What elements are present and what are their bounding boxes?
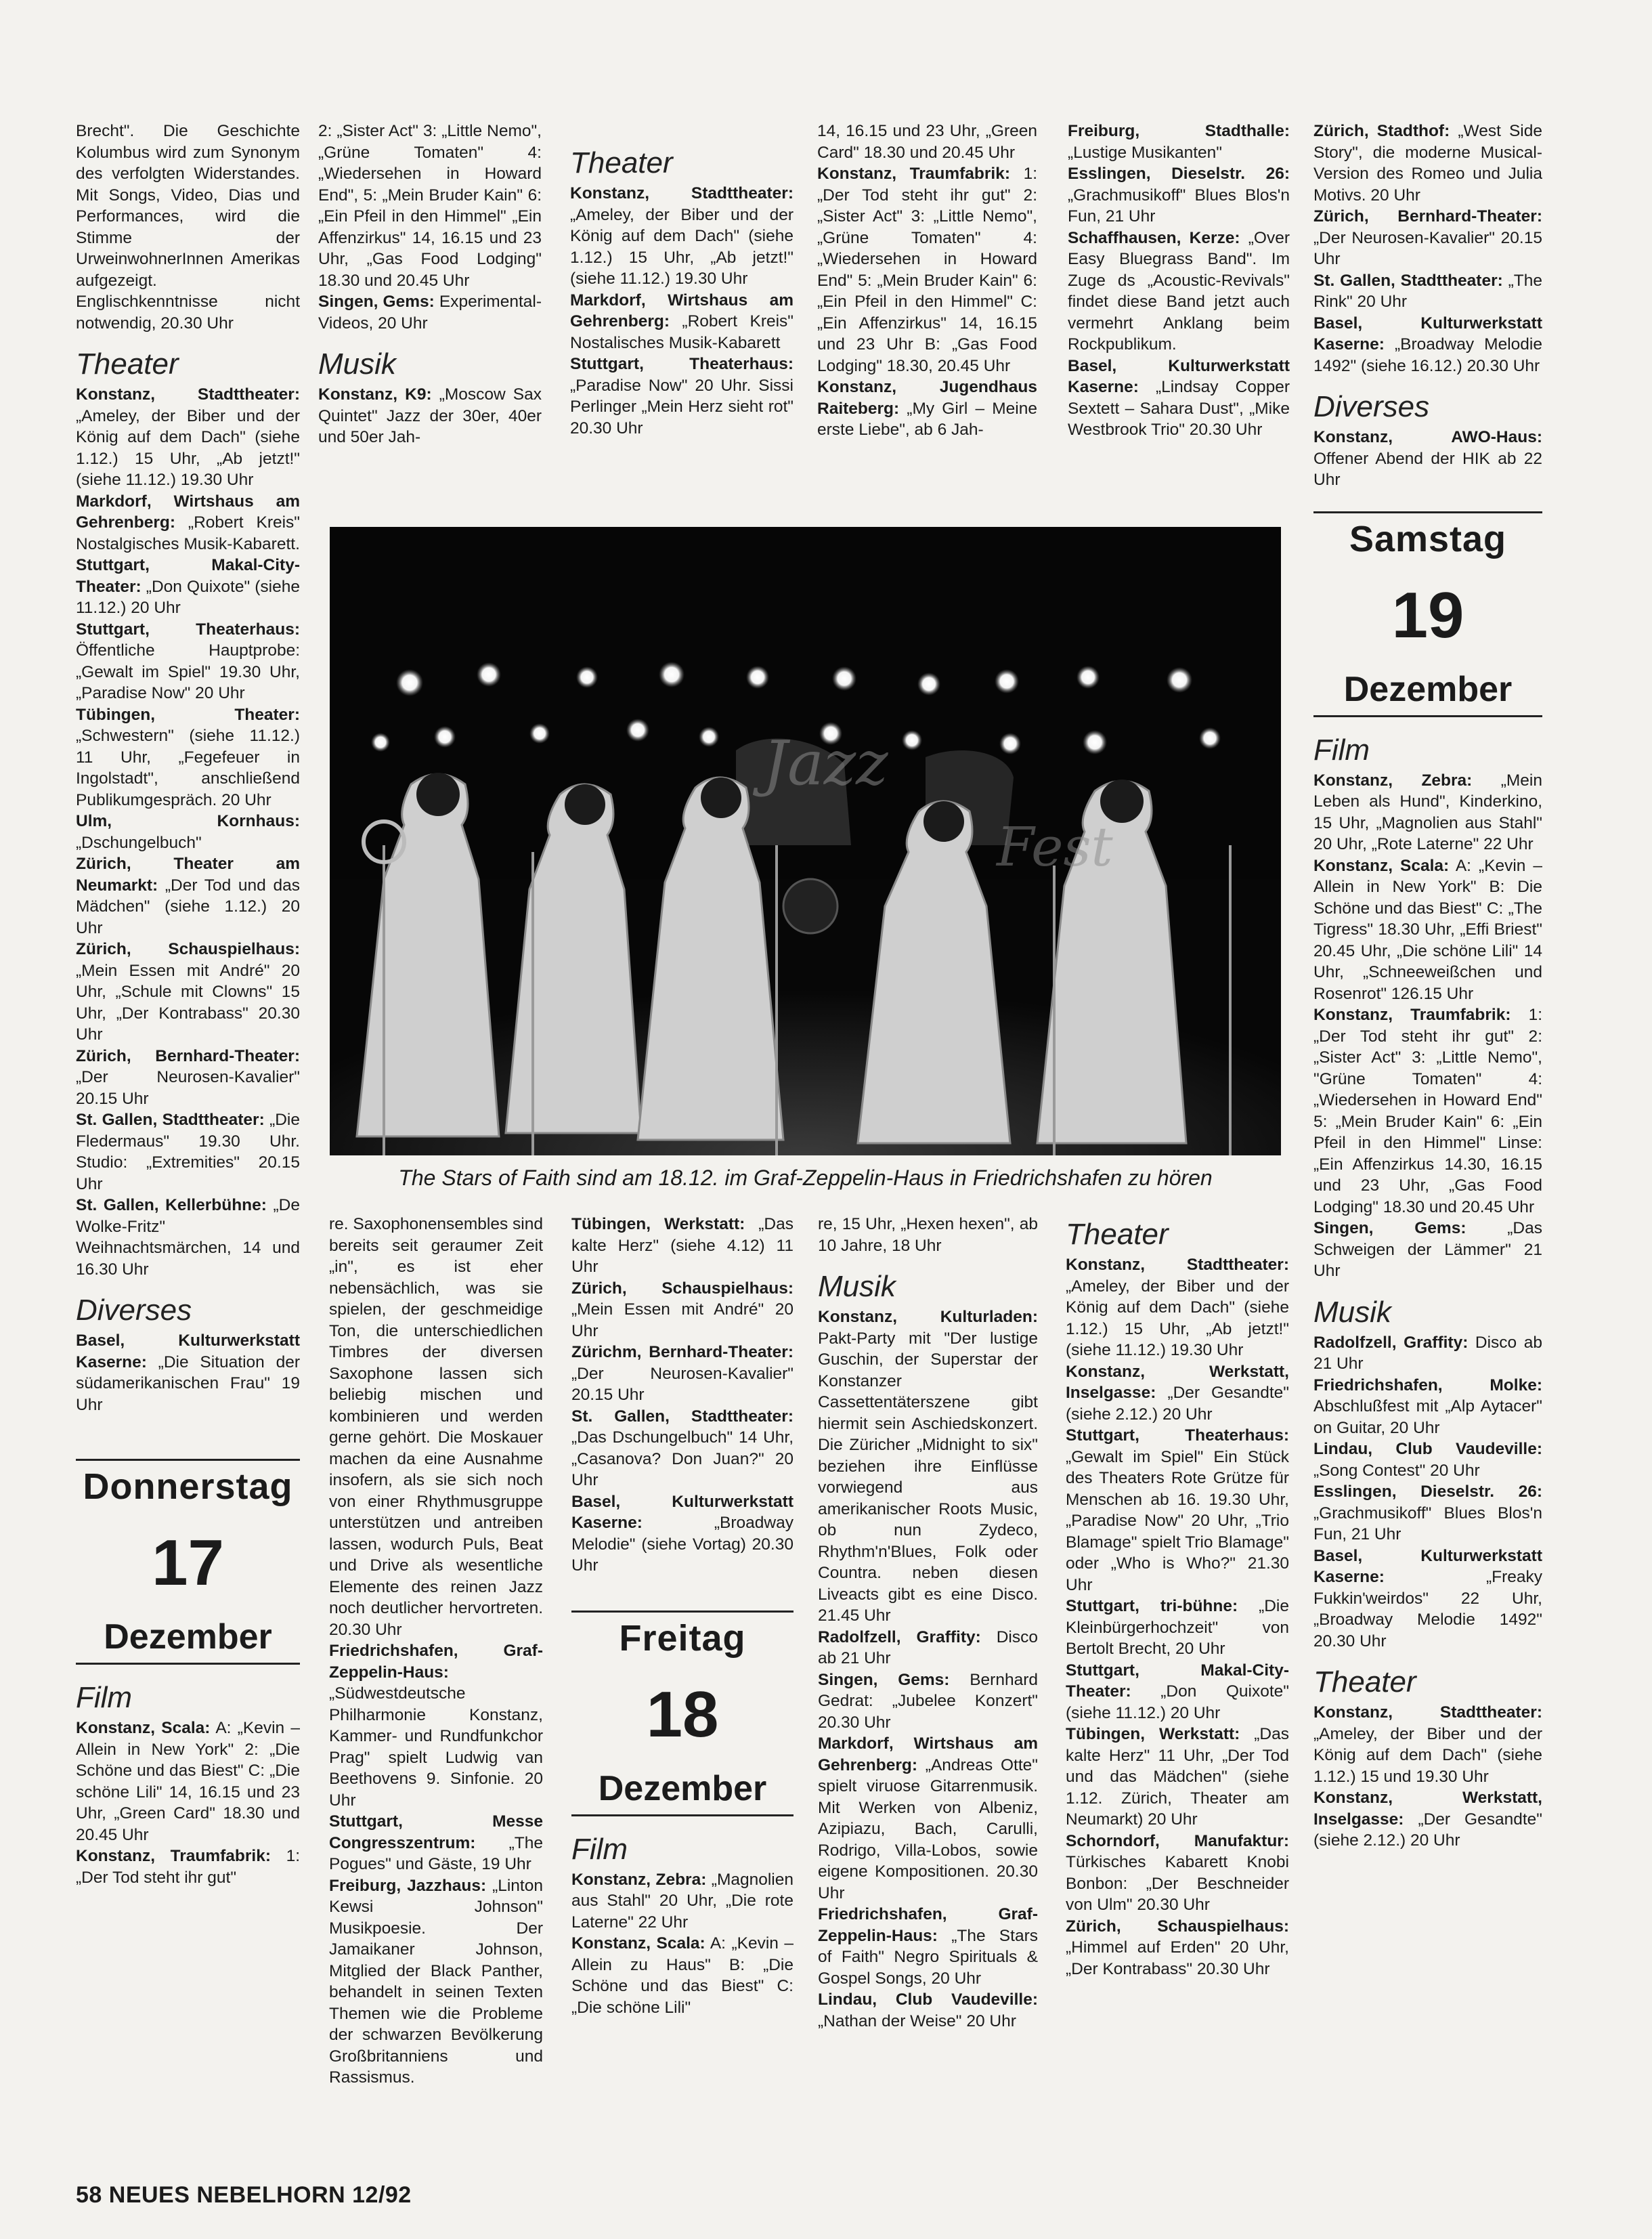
listing-text: „Das kalte Herz" 11 Uhr, „Der Tod und das Mädchen" (siehe 1.12. Zürich, Theater am Neumarkt) 20 Uhr	[1066, 1725, 1289, 1829]
lower3-list	[571, 1214, 794, 1577]
venue: Esslingen, Dieselstr. 26:	[1068, 165, 1290, 183]
listing-text: Bernhard Gedrat: „Jubelee Konzert" 20.30 Uhr	[818, 1670, 1038, 1732]
listing-entry	[1313, 313, 1542, 377]
venue: Freiburg, Jazzhaus:	[329, 1876, 487, 1895]
col1-theater-heading: Theater	[76, 347, 179, 381]
listing-text: „Nathan der Weise" 20 Uhr	[818, 2011, 1016, 2030]
lower2-list	[329, 1640, 543, 2089]
venue: Markdorf, Wirtshaus am Gehrenberg:	[818, 1734, 1038, 1774]
listing-entry	[1313, 1004, 1542, 1218]
listing-entry	[1068, 121, 1290, 163]
venue: Konstanz, Scala:	[76, 1719, 211, 1737]
venue: Esslingen, Dieselstr. 26:	[1313, 1483, 1542, 1501]
listing-entry	[329, 1640, 543, 1811]
listing-text: „Dschungelbuch"	[76, 833, 202, 852]
listing-entry	[571, 1214, 794, 1278]
venue: Konstanz, Stadttheater:	[570, 184, 794, 202]
venue: Stuttgart, Makal-City-Theater:	[76, 556, 300, 596]
page-footer: 58 NEUES NEBELHORN 12/92	[76, 2182, 412, 2208]
listing-entry	[76, 555, 300, 619]
lower-column-3	[571, 1214, 794, 2148]
listing-entry	[76, 619, 300, 704]
listing-entry	[571, 1278, 794, 1342]
listing-text: „Lustige Musikanten"	[1068, 143, 1222, 162]
listing-entry	[76, 491, 300, 555]
col2-list	[318, 291, 542, 334]
listing-entry	[570, 354, 794, 439]
col1-diverses-heading: Diverses	[76, 1294, 192, 1327]
listing-entry	[1313, 1218, 1542, 1282]
venue: Stuttgart, Theaterhaus:	[1066, 1426, 1289, 1445]
listing-text: „Ameley, der Biber und der König auf dem Dach" (siehe 1.12.) 15 Uhr, „Ab jetzt!" (siehe 11.12.) 19.30 Uhr	[76, 406, 300, 489]
column-3	[570, 142, 794, 501]
col6-diverses-list	[1313, 427, 1542, 491]
col6-film-heading: Film	[1313, 733, 1370, 767]
listing-entry	[1066, 1724, 1289, 1831]
listing-text: 1: „Der Tod steht ihr gut" 2: „Sister Act" 3: „Little Nemo", „Grüne Tomaten" 4: „Wiedersehen in Howard End" 5: „Mein Bruder Kain" 6: „Ein Pfeil in den Himmel" C: „Ein Affenzirkus" 14, 16.15 und 23 Uhr B: „Gas Food Lodging" 18.30, 20.45 Uhr	[817, 165, 1037, 375]
lower-column-4	[818, 1214, 1038, 2148]
column-1	[76, 121, 300, 2166]
venue: Zürich, Schauspielhaus:	[571, 1279, 794, 1298]
listing-text: „Ameley, der Biber und der König auf dem Dach" (siehe 1.12.) 15 Uhr, „Ab jetzt!" (siehe 11.12.) 19.30 Uhr	[1066, 1277, 1289, 1359]
venue: Ulm, Kornhaus:	[76, 812, 300, 830]
venue: Konstanz, Werkstatt, Inselgasse:	[1313, 1789, 1542, 1829]
venue: Konstanz, Stadttheater:	[76, 385, 300, 404]
venue: Stuttgart, Theaterhaus:	[76, 620, 300, 639]
listing-entry	[817, 163, 1037, 377]
listing-entry	[76, 939, 300, 1046]
col6-list	[1313, 121, 1542, 377]
day-month: Dezember	[1313, 666, 1542, 717]
listing-text: Öffentliche Hauptprobe: „Gewalt im Spiel" 19.30 Uhr, „Paradise Now" 20 Uhr	[76, 641, 300, 702]
col4-list	[817, 163, 1037, 441]
listing-entry	[76, 1846, 300, 1888]
day-month: Dezember	[76, 1614, 300, 1665]
listing-text: „The Stars of Faith" Negro Spirituals & Gospel Songs, 20 Uhr	[818, 1926, 1038, 1988]
col5-list	[1068, 121, 1290, 441]
col6-theater-heading: Theater	[1313, 1665, 1416, 1699]
day-weekday: Freitag	[619, 1617, 746, 1659]
day-header-samstag	[1313, 511, 1542, 717]
listing-entry	[1068, 163, 1290, 228]
lower5-theater-heading: Theater	[1066, 1218, 1169, 1251]
day-weekday: Samstag	[1349, 518, 1507, 559]
listing-entry	[571, 1491, 794, 1577]
venue: Konstanz, Zebra:	[571, 1870, 707, 1889]
listing-entry	[818, 1627, 1038, 1669]
venue: Tübingen, Theater:	[76, 705, 300, 724]
listing-entry	[818, 1904, 1038, 1989]
listing-entry	[1313, 427, 1542, 491]
listing-text: „Mein Essen mit André" 20 Uhr	[571, 1300, 794, 1340]
listing-entry	[1313, 206, 1542, 270]
listing-text: „My Girl – Meine erste Liebe", ab 6 Jah-	[817, 399, 1037, 439]
venue: Freiburg, Stadthalle:	[1068, 122, 1290, 140]
listing-entry	[818, 1669, 1038, 1734]
col2-intro: 2: „Sister Act" 3: „Little Nemo", „Grüne Tomaten" 4: „Wiedersehen in Howard End", 5: „Mein Bruder Kain" 6: „Ein Pfeil in den Himmel" „Ein Affenzirkus" 14, 16.15 und 23 Uhr, „Gas Food Lodging" 18.30 und 20.45 Uhr	[318, 122, 542, 290]
listing-text: „Moscow Sax Quintet" Jazz der 30er, 40er und 50er Jah-	[318, 385, 542, 446]
listing-entry	[570, 183, 794, 290]
listing-entry	[1313, 1787, 1542, 1852]
listing-text: Disco ab 21 Uhr	[1313, 1333, 1542, 1373]
venue: Konstanz, Stadttheater:	[1066, 1256, 1289, 1274]
listing-text: „Der Gesandte" (siehe 2.12.) 20 Uhr	[1313, 1810, 1542, 1850]
day-month: Dezember	[571, 1766, 794, 1816]
col3-theater-heading: Theater	[570, 146, 673, 179]
listing-text: „Ameley, der Biber und der König auf dem Dach" (siehe 1.12.) 15 und 19.30 Uhr	[1313, 1724, 1542, 1786]
listing-text: „Die Situation der südamerikanischen Frau" 19 Uhr	[76, 1352, 300, 1414]
lower4-musik-list	[818, 1306, 1038, 2032]
listing-text: 1: „Der Tod steht ihr gut" 2: „Sister Act" 3: „Little Nemo", "Grüne Tomaten" 4: „Wiedersehen in Howard End" 5: „Mein Bruder Kain" 6: „Ein Pfeil in den Himmel" Linse: „Ein Affenzirkus 14.30, 16.15 und 23 Uhr, „Gas Food Lodging" 18.30 und 20.45 Uhr	[1313, 1006, 1542, 1216]
day-number: 19	[1391, 578, 1464, 652]
venue: St. Gallen, Kellerbühne:	[76, 1196, 267, 1214]
venue: Konstanz, Kulturladen:	[818, 1308, 1038, 1326]
listing-text: „The Pogues" und Gäste, 19 Uhr	[329, 1833, 543, 1873]
listing-entry	[76, 1330, 300, 1415]
venue: Basel, Kulturwerkstatt Kaserne:	[571, 1492, 794, 1532]
listing-entry	[1066, 1596, 1289, 1660]
lower3-film-list	[571, 1869, 794, 2019]
column-6	[1313, 121, 1542, 2166]
listing-entry	[1313, 1332, 1542, 1375]
col3-theater-list	[570, 183, 794, 439]
col6-diverses-heading: Diverses	[1313, 390, 1430, 423]
venue: Konstanz, Jugendhaus Raiteberg:	[817, 378, 1037, 418]
listing-entry	[1066, 1831, 1289, 1916]
venue: Singen, Gems:	[1313, 1219, 1466, 1237]
venue: Zürich, Bernhard-Theater:	[76, 1046, 300, 1065]
venue: Konstanz, Werkstatt, Inselgasse:	[1066, 1362, 1289, 1402]
venue: Stuttgart, Makal-City-Theater:	[1066, 1661, 1289, 1701]
column-4	[817, 121, 1037, 500]
listing-text: „Das Schweigen der Lämmer" 21 Uhr	[1313, 1219, 1542, 1280]
listing-text: Türkisches Kabarett Knobi Bonbon: „Der Beschneider von Ulm" 20.30 Uhr	[1066, 1853, 1289, 1914]
listing-entry	[1313, 1545, 1542, 1652]
listing-text: „De Wolke-Fritz" Weihnachtsmärchen, 14 und 16.30 Uhr	[76, 1196, 300, 1279]
venue: Konstanz, Traumfabrik:	[1313, 1006, 1511, 1024]
lower-column-2	[329, 1214, 543, 2148]
listing-entry	[76, 1109, 300, 1195]
venue: Singen, Gems:	[818, 1670, 950, 1689]
listing-entry	[571, 1869, 794, 1934]
listing-text: „Over Easy Bluegrass Band". Im Zuge ds „Acoustic-Revivals" findet diese Band jetzt auch vermehrt Anklang beim Rockpublikum.	[1068, 228, 1290, 354]
venue: St. Gallen, Stadttheater:	[1313, 271, 1503, 290]
svg-text:Fest: Fest	[997, 815, 1113, 878]
listing-text: „Song Contest" 20 Uhr	[1313, 1461, 1480, 1480]
listing-entry	[1066, 1916, 1289, 1980]
day-header-donnerstag	[76, 1459, 300, 1665]
listing-text: Pakt-Party mit "Der lustige Guschin, der Superstar der Konstanzer Cassettentäterszene gibt hiermit sein Aschiedskonzert. Die Züricher „Midnight to six" beziehen ihre Einflüsse vorwiegend aus amerikanischer Roots Music, ob nun Zydeco, Rhythm'n'Blues, Folk oder Countra. neben diesen Liveacts gibt es eine Disco. 21.45 Uhr	[818, 1329, 1038, 1625]
venue: Zürich, Bernhard-Theater:	[1313, 207, 1542, 226]
venue: Zürich, Schauspielhaus:	[1066, 1917, 1289, 1936]
venue: Konstanz, Stadttheater:	[1313, 1703, 1542, 1722]
listing-text: „Die Fledermaus" 19.30 Uhr. Studio: „Extremities" 20.15 Uhr	[76, 1111, 300, 1193]
listing-text: „Ameley, der Biber und der König auf dem Dach" (siehe 1.12.) 15 Uhr, „Ab jetzt!" (siehe 11.12.) 19.30 Uhr	[570, 205, 794, 288]
venue: Stuttgart, Theaterhaus:	[570, 355, 794, 373]
stars-of-faith-stage-illustration	[330, 527, 1281, 1155]
listing-text: „Grachmusikoff" Blues Blos'n Fun, 21 Uhr	[1313, 1504, 1542, 1543]
listing-text: „Mein Leben als Hund", Kinderkino, 15 Uhr, „Magnolien aus Stahl" 20 Uhr, „Rote Laterne" 22 Uhr	[1313, 771, 1542, 853]
venue: Lindau, Club Vaudeville:	[818, 1990, 1038, 2009]
col1-diverses-list	[76, 1330, 300, 1415]
listing-entry	[1313, 270, 1542, 313]
listing-entry	[1313, 121, 1542, 206]
venue: Konstanz, Scala:	[571, 1934, 705, 1953]
listing-text: „Paradise Now" 20 Uhr. Sissi Perlinger „Mein Herz sieht rot" 20.30 Uhr	[570, 376, 794, 438]
lower5-theater-list	[1066, 1254, 1289, 1980]
col6-theater-list	[1313, 1702, 1542, 1852]
listing-entry	[1313, 1702, 1542, 1787]
venue: Stuttgart, tri-bühne:	[1066, 1597, 1238, 1615]
col2-musik-heading: Musik	[318, 347, 396, 381]
listing-entry	[318, 291, 542, 334]
listing-entry	[1313, 855, 1542, 1005]
listing-text: „Robert Kreis" Nostalisches Musik-Kabarett	[570, 312, 794, 352]
venue: Zürichm, Bernhard-Theater:	[571, 1343, 794, 1361]
venue: Basel, Kulturwerkstatt Kaserne:	[1313, 1546, 1542, 1586]
venue: Stuttgart, Messe Congresszentrum:	[329, 1812, 543, 1852]
listing-text: „The Rink" 20 Uhr	[1313, 271, 1542, 311]
listing-entry	[76, 704, 300, 811]
venue: St. Gallen, Stadttheater:	[76, 1111, 265, 1129]
listing-text: „Don Quixote" (siehe 11.12.) 20 Uhr	[1066, 1682, 1289, 1722]
venue: Schaffhausen, Kerze:	[1068, 228, 1240, 247]
venue: Konstanz, K9:	[318, 385, 432, 404]
listing-text: „Der Neurosen-Kavalier" 20.15 Uhr	[571, 1364, 794, 1404]
listing-entry	[76, 811, 300, 853]
listing-entry	[318, 384, 542, 448]
listing-text: A: „Kevin – Allein in New York" 2: „Die Schöne und das Biest" C: „Die schöne Lili" 14, 16.15 und 23 Uhr, „Green Card" 18.30 und 20.45 Uhr	[76, 1719, 300, 1844]
listing-text: „Broadway Melodie" (siehe Vortag) 20.30 Uhr	[571, 1514, 794, 1575]
listing-entry	[570, 290, 794, 354]
col6-musik-heading: Musik	[1313, 1295, 1391, 1329]
venue: Basel, Kulturwerkstatt Kaserne:	[1313, 314, 1542, 354]
listing-entry	[1068, 356, 1290, 441]
listing-entry	[1313, 1481, 1542, 1545]
venue: Konstanz, AWO-Haus:	[1313, 428, 1542, 446]
listing-text: „Robert Kreis" Nostalgisches Musik-Kabarett.	[76, 513, 300, 553]
day-number: 17	[152, 1527, 224, 1599]
venue: Basel, Kulturwerkstatt Kaserne:	[76, 1331, 300, 1371]
venue: Zürich, Schauspielhaus:	[76, 940, 300, 958]
listing-text: „Der Tod und das Mädchen" (siehe 1.12.) 20 Uhr	[76, 876, 300, 937]
day-number: 18	[646, 1678, 719, 1751]
listing-text: A: „Kevin – Allein zu Haus" B: „Die Schöne und das Biest" C: „Die schöne Lili"	[571, 1934, 794, 2017]
venue: Schorndorf, Manufaktur:	[1066, 1831, 1289, 1850]
lower2-intro: re. Saxophonensembles sind bereits seit geraumer Zeit „in", es ist eher nebensächlich, was sie spielen, der geschmeidige Ton, die unterschiedlichen Timbres der diversen Saxophone lassen sich beliebig mischen und kombinieren und werden gerne gehört. Die Moskauer machen da eine Ausnahme insofern, als sie sich noch von einer Rhythmusgruppe unterstützen und antreiben lassen, wodurch Puls, Beat und Drive als wesentliche Elemente des reinen Jazz noch deutlicher hervortreten. 20.30 Uhr	[329, 1215, 543, 1639]
venue: Radolfzell, Graffity:	[818, 1627, 981, 1646]
venue: Friedrichshafen, Graf-Zeppelin-Haus:	[818, 1905, 1038, 1945]
listing-entry	[1066, 1254, 1289, 1361]
listing-text: „Himmel auf Erden" 20 Uhr, „Der Kontrabass" 20.30 Uhr	[1066, 1938, 1289, 1978]
listing-text: „Der Neurosen-Kavalier" 20.15 Uhr	[1313, 228, 1542, 268]
listing-entry	[329, 1875, 543, 2089]
listing-text: „Die Kleinbürgerhochzeit" von Bertolt Brecht, 20 Uhr	[1066, 1597, 1289, 1658]
listing-entry	[571, 1406, 794, 1491]
listing-entry	[571, 1933, 794, 2018]
venue: Tübingen, Werkstatt:	[571, 1215, 745, 1233]
col4-intro: 14, 16.15 und 23 Uhr, „Green Card" 18.30 und 20.45 Uhr	[817, 122, 1037, 162]
listing-entry	[1313, 770, 1542, 855]
venue: St. Gallen, Stadttheater:	[571, 1407, 794, 1426]
listing-text: „Freaky Fukkin'weirdos" 22 Uhr, „Broadway Melodie 1492" 20.30 Uhr	[1313, 1568, 1542, 1650]
listing-text: „Andreas Otte" spielt viruose Gitarrenmusik. Mit Werken von Albeniz, Azipiazu, Bach, Carulli, Rodrigo, Villa-Lobos, sowie eigene Kompositionen. 20.30 Uhr	[818, 1755, 1038, 1902]
venue: Konstanz, Traumfabrik:	[76, 1847, 271, 1865]
venue: Zürich, Stadthof:	[1313, 122, 1450, 140]
column-5	[1068, 121, 1290, 500]
concert-photo	[330, 527, 1281, 1155]
listing-text: „Der Gesandte" (siehe 2.12.) 20 Uhr	[1066, 1384, 1289, 1424]
listing-entry	[571, 1342, 794, 1406]
col1-intro: Brecht". Die Geschichte Kolumbus wird zum Synonym des verfolgten Widerstandes. Mit Songs, Video, Dias und Performances, wird die Stimme der UrweinwohnerInnen Amerikas aufgezeigt. Englischkenntnisse nicht notwendig, 20.30 Uhr	[76, 122, 300, 333]
listing-text: „Grachmusikoff" Blues Blos'n Fun, 21 Uhr	[1068, 186, 1290, 226]
listing-entry	[818, 1989, 1038, 2032]
listing-text: 1: „Der Tod steht ihr gut"	[76, 1847, 300, 1887]
listing-text: „West Side Story", die moderne Musical-Version des Romeo und Julia Motivs. 20 Uhr	[1313, 122, 1542, 205]
col1-film-list	[76, 1718, 300, 1888]
venue: Konstanz, Traumfabrik:	[817, 165, 1011, 183]
venue: Basel, Kulturwerkstatt Kaserne:	[1068, 356, 1290, 396]
listing-entry	[76, 1046, 300, 1110]
lower-column-5	[1066, 1214, 1289, 2148]
col1-film-heading: Film	[76, 1681, 133, 1714]
listing-entry	[817, 377, 1037, 441]
listing-text: „Magnolien aus Stahl" 20 Uhr, „Die rote Laterne" 22 Uhr	[571, 1870, 794, 1932]
listing-entry	[76, 1195, 300, 1280]
listing-text: „Mein Essen mit André" 20 Uhr, „Schule mit Clowns" 15 Uhr, „Der Kontrabass" 20.30 Uhr	[76, 961, 300, 1044]
listing-entry	[329, 1811, 543, 1875]
listing-text: Disco ab 21 Uhr	[818, 1627, 1038, 1667]
venue: Markdorf, Wirtshaus am Gehrenberg:	[570, 291, 794, 330]
listing-text: „Don Quixote" (siehe 11.12.) 20 Uhr	[76, 577, 300, 617]
day-weekday: Donnerstag	[83, 1466, 293, 1507]
listing-entry	[1313, 1438, 1542, 1481]
listing-text: „Das Dschungelbuch" 14 Uhr, „Casanova? Don Juan?" 20 Uhr	[571, 1428, 794, 1489]
listing-text: Offener Abend der HIK ab 22 Uhr	[1313, 449, 1542, 489]
listing-entry	[818, 1733, 1038, 1904]
listing-entry	[1068, 228, 1290, 356]
col2-musik-list	[318, 384, 542, 448]
photo-caption: The Stars of Faith sind am 18.12. im Graf-Zeppelin-Haus in Friedrichshafen zu hören	[398, 1166, 1213, 1190]
lower4-musik-heading: Musik	[818, 1270, 896, 1303]
listing-text: „Schwestern" (siehe 11.12.) 11 Uhr, „Fegefeuer in Ingolstadt", anschließend Publikumgespräch. 20 Uhr	[76, 727, 300, 809]
venue: Radolfzell, Graffity:	[1313, 1333, 1469, 1352]
listing-text: Abschlußfest mit „Alp Aytacer" on Guitar, 20 Uhr	[1313, 1397, 1542, 1437]
col1-theater-list	[76, 384, 300, 1280]
venue: Lindau, Club Vaudeville:	[1313, 1440, 1542, 1458]
listing-entry	[1313, 1375, 1542, 1439]
listing-text: Experimental-Videos, 20 Uhr	[318, 293, 542, 333]
venue: Konstanz, Zebra:	[1313, 771, 1473, 790]
col6-musik-list	[1313, 1332, 1542, 1652]
listing-entry	[1066, 1361, 1289, 1426]
svg-text:Jazz: Jazz	[763, 728, 888, 799]
listing-text: „Broadway Melodie 1492" (siehe 16.12.) 20.30 Uhr	[1313, 335, 1542, 375]
listing-entry	[1066, 1660, 1289, 1724]
venue: Zürich, Theater am Neumarkt:	[76, 855, 300, 895]
venue: Konstanz, Scala:	[1313, 856, 1450, 875]
listing-entry	[1066, 1425, 1289, 1596]
listing-text: A: „Kevin – Allein in New York" B: Die Schöne und das Biest" C: „The Tigress" 18.30 Uhr, „Effi Briest" 20.45 Uhr, „Die schöne Lili" 14 Uhr, „Schneeweißchen und Rosenrot" 126.15 Uhr	[1313, 856, 1542, 1003]
listing-entry	[818, 1306, 1038, 1627]
venue: Friedrichshafen, Molke:	[1313, 1376, 1542, 1394]
venue: Friedrichshafen, Graf-Zeppelin-Haus:	[329, 1642, 543, 1682]
venue: Markdorf, Wirtshaus am Gehrenberg:	[76, 492, 300, 532]
listing-text: „Linton Kewsi Johnson" Musikpoesie. Der Jamaikaner Johnson, Mitglied der Black Panther, behandelt in seinen Texten Themen wie die Probleme der schwarzen Bevölkerung Großbritanniens und Rassismus.	[329, 1876, 543, 2087]
lower4-intro: re, 15 Uhr, „Hexen hexen", ab 10 Jahre, 18 Uhr	[818, 1215, 1038, 1255]
listing-text: „Gewalt im Spiel" Ein Stück des Theaters Rote Grütze für Menschen ab 16. 19.30 Uhr, „Paradise Now" 20 Uhr, „Trio Blamage" spielt Trio Blamage" oder „Who is Who?" 21.30 Uhr	[1066, 1447, 1289, 1594]
listing-entry	[76, 853, 300, 939]
col6-film-list	[1313, 770, 1542, 1282]
listing-text: „Der Neurosen-Kavalier" 20.15 Uhr	[76, 1068, 300, 1108]
column-2	[318, 121, 542, 500]
venue: Singen, Gems:	[318, 293, 435, 311]
listing-entry	[76, 1718, 300, 1846]
listing-text: „Das kalte Herz" (siehe 4.12) 11 Uhr	[571, 1215, 794, 1276]
listing-text: „Lindsay Copper Sextett – Sahara Dust", „Mike Westbrook Trio" 20.30 Uhr	[1068, 378, 1290, 439]
venue: Tübingen, Werkstatt:	[1066, 1725, 1240, 1743]
lower3-film-heading: Film	[571, 1832, 628, 1866]
listing-text: „Südwestdeutsche Philharmonie Konstanz, Kammer- und Rundfunkchor Prag" spielt Ludwig van Beethovens 9. Sinfonie. 20 Uhr	[329, 1684, 543, 1810]
listing-entry	[76, 384, 300, 491]
day-header-freitag	[571, 1611, 794, 1816]
